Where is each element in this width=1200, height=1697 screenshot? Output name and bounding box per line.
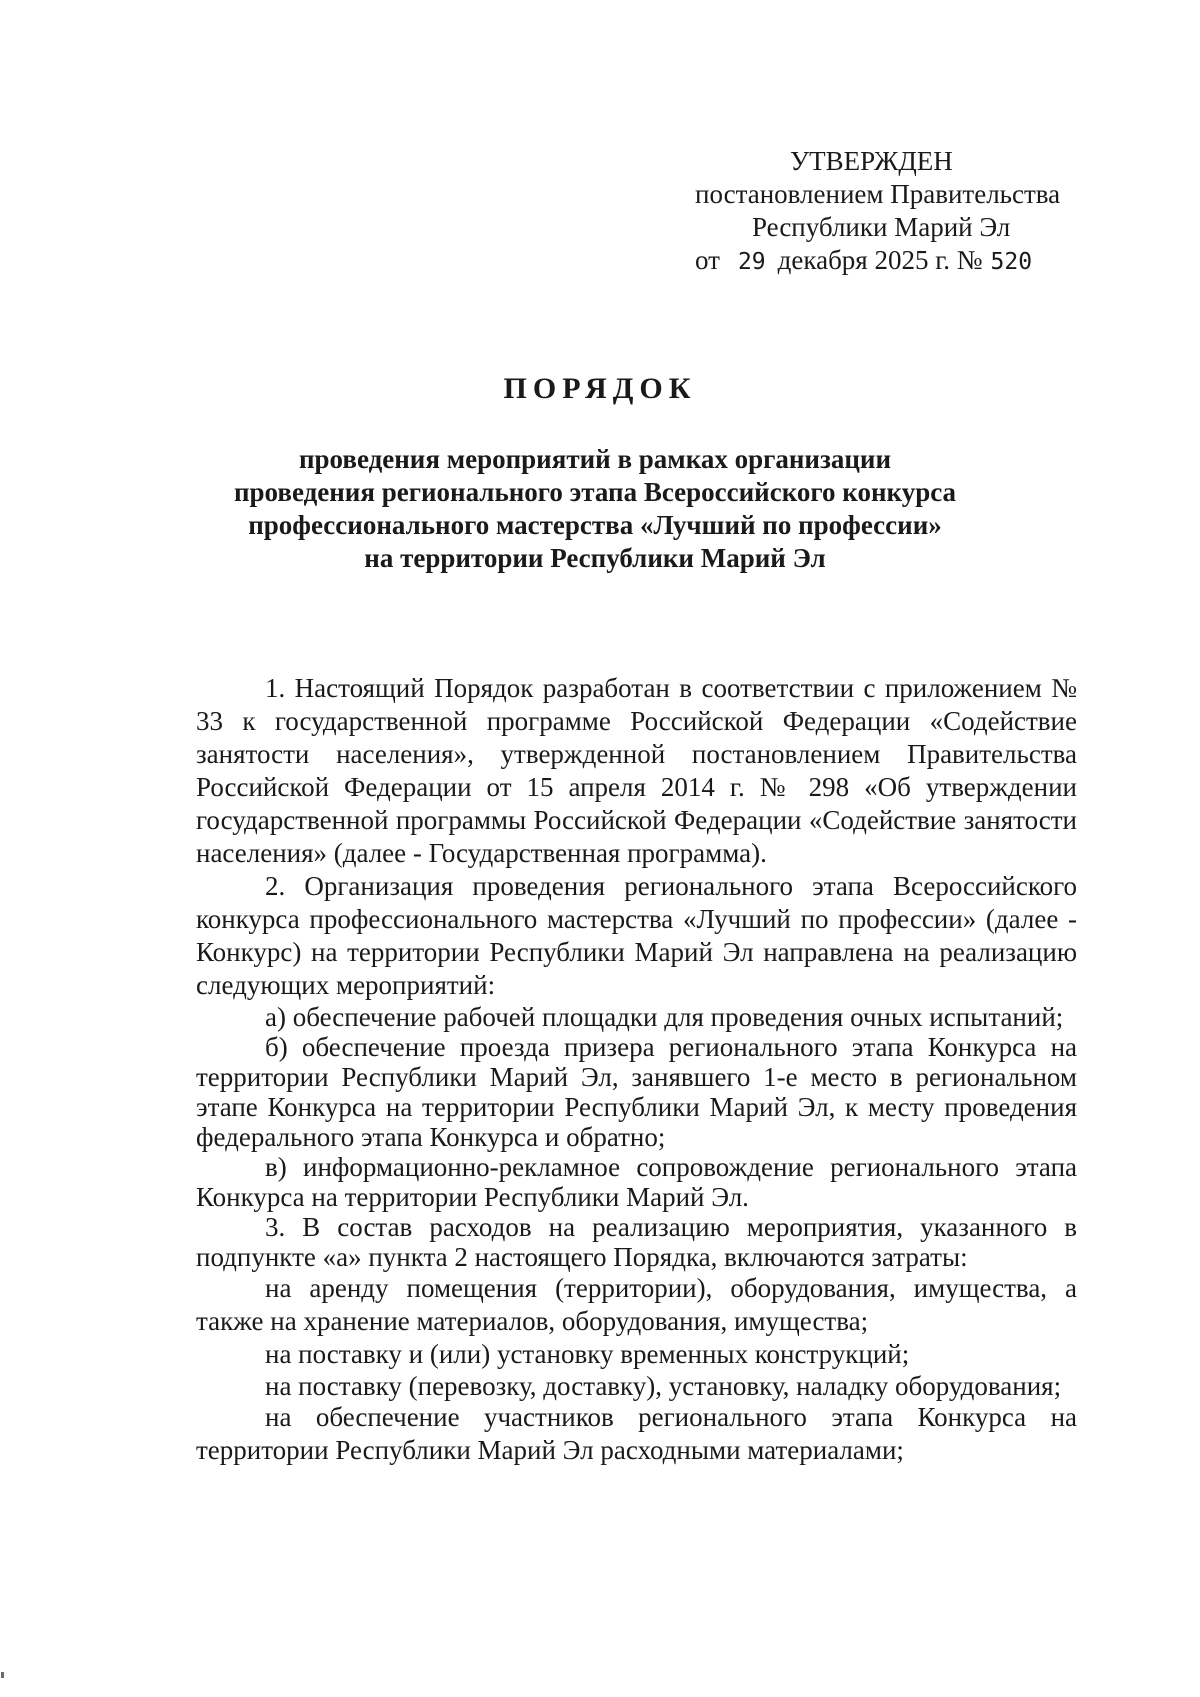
subtitle-line: на территории Республики Марий Эл xyxy=(364,543,826,573)
document-subtitle xyxy=(180,443,1010,575)
handwritten-day: 29 xyxy=(737,249,766,275)
subitem-a: а) обеспечение рабочей площадки для проведения очных испытаний; xyxy=(265,1002,1064,1032)
expense-item-equipment: на поставку (перевозку, доставку), установку, наладку оборудования; xyxy=(265,1371,1062,1401)
approval-date-line xyxy=(695,244,1095,279)
subtitle-line: профессионального мастерства «Лучший по профессии» xyxy=(248,510,942,540)
approval-region-line: Республики Марий Эл xyxy=(752,212,1011,242)
document-body xyxy=(196,672,1077,1467)
subitem-b: б) обеспечение проезда призера регионального этапа Конкурса на территории Республики Марий Эл, занявшего 1-е место в региональном этапе Конкурса на территории Республики Марий Эл, к месту проведения федерального этапа Конкурса и обратно; xyxy=(196,1032,1077,1152)
expense-item-rent: на аренду помещения (территории), оборудования, имущества, а также на хранение материалов, оборудования, имущества; xyxy=(196,1273,1077,1336)
approval-block xyxy=(695,145,1095,279)
approval-stamp: УТВЕРЖДЕН xyxy=(790,146,953,176)
subtitle-line: проведения регионального этапа Всероссийского конкурса xyxy=(233,477,957,507)
date-month-year: декабря 2025 г. № xyxy=(777,245,983,275)
approval-issuer-line: постановлением Правительства xyxy=(695,179,1061,209)
expense-item-materials: на обеспечение участников регионального этапа Конкурса на территории Республики Марий Эл расходными материалами; xyxy=(196,1402,1077,1465)
document-title: ПОРЯДОК xyxy=(503,372,697,405)
handwritten-number: 520 xyxy=(990,249,1033,275)
paragraph-3: 3. В состав расходов на реализацию мероприятия, указанного в подпункте «а» пункта 2 настоящего Порядка, включаются затраты: xyxy=(196,1212,1077,1272)
scan-artifact xyxy=(1,1672,4,1678)
expense-item-structures: на поставку и (или) установку временных конструкций; xyxy=(265,1339,910,1369)
subitem-v: в) информационно-рекламное сопровождение регионального этапа Конкурса на территории Республики Марий Эл. xyxy=(196,1152,1077,1212)
paragraph-1: 1. Настоящий Порядок разработан в соответствии с приложением № 33 к государственной программе Российской Федерации «Содействие занятости населения», утвержденной постановлением Правительства Российской Федерации от 15 апреля 2014 г. № 298 «Об утверждении государственной программы Российской Федерации «Содействие занятости населения» (далее - Государственная программа). xyxy=(196,673,1077,868)
subtitle-line: проведения мероприятий в рамках организации xyxy=(298,444,892,474)
date-prefix: от xyxy=(695,245,720,275)
paragraph-2: 2. Организация проведения регионального этапа Всероссийского конкурса профессионального мастерства «Лучший по профессии» (далее - Конкурс) на территории Республики Марий Эл направлена на реализацию следующих мероприятий: xyxy=(196,871,1077,1000)
